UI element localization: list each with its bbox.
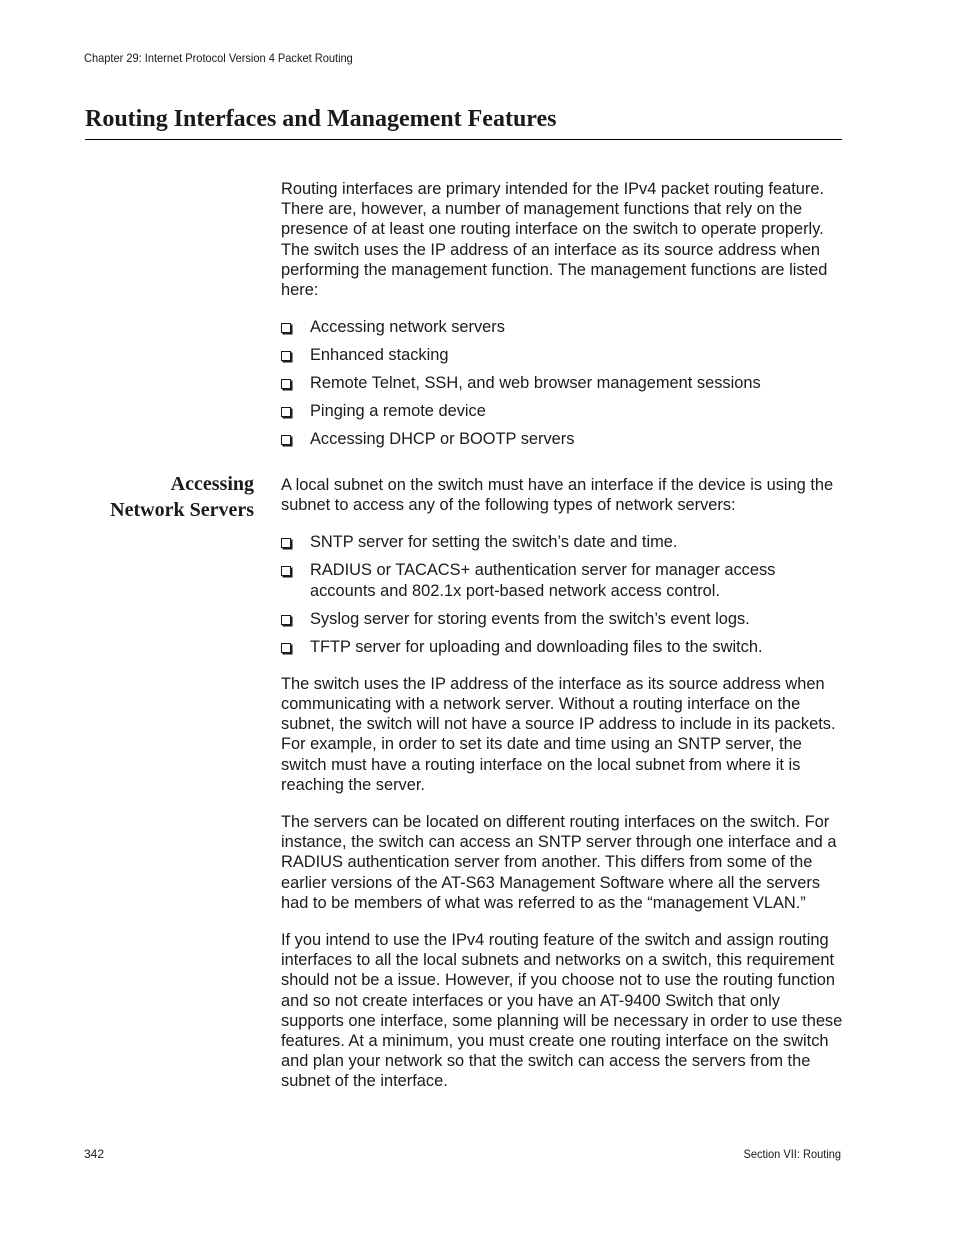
checkbox-bullet-icon (281, 379, 291, 389)
running-header: Chapter 29: Internet Protocol Version 4 Packet Routing (84, 51, 353, 65)
section-heading (60, 471, 254, 523)
list-item: Enhanced stacking (281, 345, 843, 365)
checkbox-bullet-icon (281, 407, 291, 417)
list-item: Pinging a remote device (281, 401, 843, 421)
section-heading-line1: Accessing (170, 473, 254, 495)
section-paragraph-1: A local subnet on the switch must have an interface if the device is using the subnet to access any of the following types of network servers: (281, 476, 834, 515)
section-body (281, 475, 843, 1092)
page-title: Routing Interfaces and Management Features (85, 106, 557, 132)
management-functions-list (281, 317, 843, 449)
list-item: RADIUS or TACACS+ authentication server for manager access accounts and 802.1x port-based network access control. (281, 560, 843, 600)
server-types-list (281, 532, 843, 656)
checkbox-bullet-icon (281, 566, 291, 576)
list-item: Syslog server for storing events from the switch’s event logs. (281, 609, 843, 629)
checkbox-bullet-icon (281, 538, 291, 548)
section-heading-line2: Network Servers (110, 499, 254, 521)
list-item: SNTP server for setting the switch’s date and time. (281, 532, 843, 552)
list-item: Accessing DHCP or BOOTP servers (281, 429, 843, 449)
footer-section: Section VII: Routing (743, 1147, 841, 1161)
intro-block (281, 179, 843, 457)
checkbox-bullet-icon (281, 351, 291, 361)
section-paragraph-2: The switch uses the IP address of the interface as its source address when communicating with a network server. Without a routing interface on the subnet, the switch will not have a source IP address to include in its packets. For example, in order to set its date and time using an SNTP server, the switch must have a routing interface on the local subnet from where it is reaching the server. (281, 674, 836, 794)
checkbox-bullet-icon (281, 323, 291, 333)
page-number: 342 (84, 1147, 105, 1161)
list-item: Accessing network servers (281, 317, 843, 337)
list-item: TFTP server for uploading and downloading files to the switch. (281, 637, 843, 657)
checkbox-bullet-icon (281, 435, 291, 445)
list-item: Remote Telnet, SSH, and web browser management sessions (281, 373, 843, 393)
checkbox-bullet-icon (281, 615, 291, 625)
title-rule (85, 139, 842, 140)
section-paragraph-4: If you intend to use the IPv4 routing feature of the switch and assign routing interfaces to all the local subnets and networks on a switch, this requirement should not be a issue. However, if you choose not to use the routing function and so not create interfaces or you have an AT-9400 Switch that only supports one interface, some planning will be necessary in order to use these features. At a minimum, you must create one routing interface on the switch and plan your network so that the switch can access the servers from the subnet of the interface. (281, 931, 843, 1091)
intro-paragraph: Routing interfaces are primary intended for the IPv4 packet routing feature. There are, however, a number of management functions that rely on the presence of at least one routing interface on the switch to operate properly. The switch uses the IP address of an interface as its source address when performing the management function. The management functions are listed here: (281, 180, 828, 300)
section-paragraph-3: The servers can be located on different routing interfaces on the switch. For instance, the switch can access an SNTP server through one interface and a RADIUS authentication server from another. This differs from some of the earlier versions of the AT-S63 Management Software where all the servers had to be members of what was referred to as the “management VLAN.” (281, 813, 837, 912)
checkbox-bullet-icon (281, 643, 291, 653)
